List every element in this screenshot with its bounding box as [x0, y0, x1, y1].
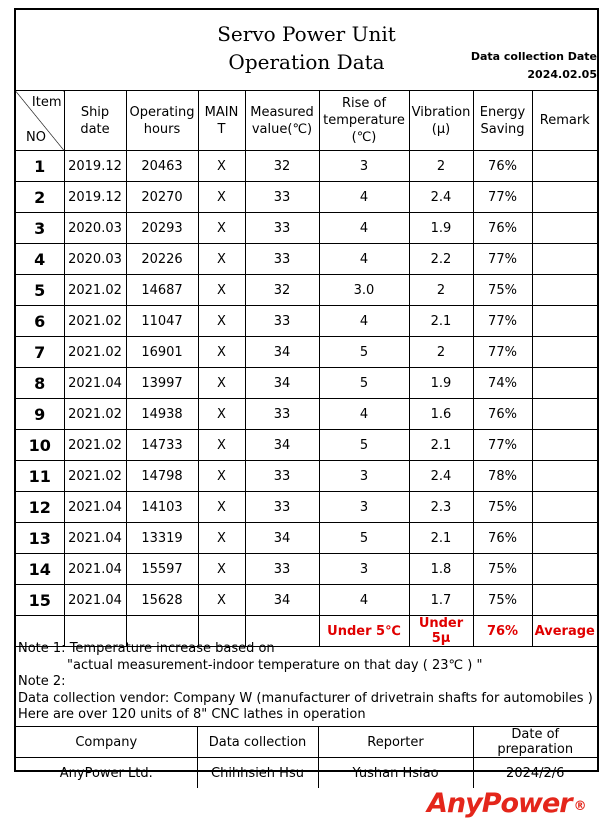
row-main-t: X: [198, 554, 245, 585]
row-main-t: X: [198, 182, 245, 213]
row-measured-value: 34: [245, 523, 319, 554]
row-operating-hours: 13319: [126, 523, 198, 554]
row-rise-temperature: 4: [319, 213, 409, 244]
row-energy-saving: 76%: [473, 399, 532, 430]
notes-section: [16, 641, 597, 726]
row-no: 1: [16, 151, 64, 182]
row-rise-temperature: 3.0: [319, 275, 409, 306]
header-row: [16, 91, 597, 151]
row-energy-saving: 77%: [473, 182, 532, 213]
row-vibration: 1.8: [409, 554, 473, 585]
row-remark: [532, 461, 597, 492]
row-remark: [532, 523, 597, 554]
note-2-vendor: Data collection vendor: Company W (manufacturer of drivetrain shafts for automobiles ): [18, 690, 593, 706]
row-operating-hours: 14938: [126, 399, 198, 430]
row-operating-hours: 11047: [126, 306, 198, 337]
measured-value-header: Measured value(℃): [245, 91, 319, 151]
row-main-t: X: [198, 213, 245, 244]
row-rise-temperature: 4: [319, 399, 409, 430]
row-ship-date: 2019.12: [64, 182, 126, 213]
table-row: [16, 213, 597, 244]
row-main-t: X: [198, 368, 245, 399]
row-operating-hours: 20463: [126, 151, 198, 182]
row-main-t: X: [198, 337, 245, 368]
rise-temperature-header: Rise of temperature (℃): [319, 91, 409, 151]
row-rise-temperature: 4: [319, 244, 409, 275]
row-main-t: X: [198, 151, 245, 182]
row-ship-date: 2020.03: [64, 213, 126, 244]
row-ship-date: 2019.12: [64, 151, 126, 182]
row-rise-temperature: 4: [319, 585, 409, 616]
vibration-header: Vibration (μ): [409, 91, 473, 151]
row-rise-temperature: 4: [319, 182, 409, 213]
row-ship-date: 2021.04: [64, 523, 126, 554]
table-row: [16, 306, 597, 337]
row-main-t: X: [198, 306, 245, 337]
row-measured-value: 34: [245, 430, 319, 461]
item-no-header: [16, 91, 64, 151]
row-main-t: X: [198, 399, 245, 430]
row-vibration: 1.6: [409, 399, 473, 430]
row-vibration: 1.9: [409, 368, 473, 399]
item-header: Item: [31, 95, 62, 110]
row-no: 3: [16, 213, 64, 244]
row-rise-temperature: 3: [319, 461, 409, 492]
row-ship-date: 2021.02: [64, 275, 126, 306]
anypower-logo: [427, 788, 586, 819]
row-ship-date: 2021.02: [64, 337, 126, 368]
row-vibration: 2.3: [409, 492, 473, 523]
table-row: [16, 554, 597, 585]
row-no: 6: [16, 306, 64, 337]
row-operating-hours: 20293: [126, 213, 198, 244]
row-remark: [532, 213, 597, 244]
row-vibration: 1.7: [409, 585, 473, 616]
reporter-value: Yushan Hsiao: [318, 758, 473, 789]
collection-date-label: Data collection Date: [470, 50, 597, 63]
row-ship-date: 2021.02: [64, 461, 126, 492]
row-remark: [532, 306, 597, 337]
row-remark: [532, 554, 597, 585]
row-energy-saving: 75%: [473, 554, 532, 585]
row-vibration: 2.2: [409, 244, 473, 275]
summary-rise: Under 5℃: [319, 616, 409, 647]
row-main-t: X: [198, 275, 245, 306]
row-main-t: X: [198, 244, 245, 275]
row-measured-value: 33: [245, 182, 319, 213]
row-energy-saving: 75%: [473, 275, 532, 306]
footer-table: [16, 726, 597, 788]
row-vibration: 2.4: [409, 182, 473, 213]
row-measured-value: 33: [245, 492, 319, 523]
table-row: [16, 430, 597, 461]
row-energy-saving: 76%: [473, 151, 532, 182]
collection-date-value: 2024.02.05: [527, 68, 597, 81]
row-measured-value: 34: [245, 368, 319, 399]
table-row: [16, 151, 597, 182]
row-energy-saving: 76%: [473, 213, 532, 244]
row-operating-hours: 13997: [126, 368, 198, 399]
summary-vibration: Under 5μ: [409, 616, 473, 647]
table-row: [16, 461, 597, 492]
row-vibration: 2.1: [409, 523, 473, 554]
company-label: Company: [16, 727, 197, 758]
row-no: 2: [16, 182, 64, 213]
table-row: [16, 492, 597, 523]
row-operating-hours: 14798: [126, 461, 198, 492]
footer-value-row: [16, 758, 597, 789]
ship-date-header: Ship date: [64, 91, 126, 151]
row-measured-value: 34: [245, 585, 319, 616]
row-energy-saving: 75%: [473, 585, 532, 616]
row-remark: [532, 399, 597, 430]
remark-header: Remark: [532, 91, 597, 151]
row-ship-date: 2021.04: [64, 554, 126, 585]
summary-remark: Average: [532, 616, 597, 647]
row-ship-date: 2021.02: [64, 399, 126, 430]
energy-saving-header: Energy Saving: [473, 91, 532, 151]
row-vibration: 2: [409, 151, 473, 182]
title-line-1: Servo Power Unit: [217, 22, 396, 46]
row-measured-value: 34: [245, 337, 319, 368]
date-of-preparation-value: 2024/2/6: [473, 758, 597, 789]
row-remark: [532, 337, 597, 368]
row-no: 5: [16, 275, 64, 306]
note-1-detail: "actual measurement-indoor temperature on that day ( 23℃ ) ": [67, 657, 483, 673]
row-remark: [532, 368, 597, 399]
row-ship-date: 2021.04: [64, 585, 126, 616]
row-remark: [532, 244, 597, 275]
row-no: 15: [16, 585, 64, 616]
row-operating-hours: 20226: [126, 244, 198, 275]
row-no: 12: [16, 492, 64, 523]
row-measured-value: 33: [245, 306, 319, 337]
row-energy-saving: 75%: [473, 492, 532, 523]
row-energy-saving: 77%: [473, 244, 532, 275]
row-no: 9: [16, 399, 64, 430]
registered-mark: ®: [573, 799, 586, 814]
company-value: AnyPower Ltd.: [16, 758, 197, 789]
table-row: [16, 585, 597, 616]
row-energy-saving: 74%: [473, 368, 532, 399]
row-no: 10: [16, 430, 64, 461]
no-header: NO: [26, 130, 46, 145]
row-operating-hours: 14687: [126, 275, 198, 306]
row-measured-value: 33: [245, 213, 319, 244]
note-2: Note 2:: [18, 674, 66, 689]
row-remark: [532, 585, 597, 616]
row-main-t: X: [198, 461, 245, 492]
table-row: [16, 523, 597, 554]
row-operating-hours: 15628: [126, 585, 198, 616]
row-main-t: X: [198, 430, 245, 461]
row-rise-temperature: 5: [319, 523, 409, 554]
row-remark: [532, 275, 597, 306]
row-remark: [532, 151, 597, 182]
row-ship-date: 2021.04: [64, 368, 126, 399]
operating-hours-header: Operating hours: [126, 91, 198, 151]
row-remark: [532, 492, 597, 523]
row-main-t: X: [198, 492, 245, 523]
table-row: [16, 368, 597, 399]
row-measured-value: 33: [245, 554, 319, 585]
note-2-lathes: Here are over 120 units of 8" CNC lathes in operation: [18, 707, 366, 722]
row-no: 11: [16, 461, 64, 492]
reporter-label: Reporter: [318, 727, 473, 758]
note-1: Note 1: Temperature increase based on: [18, 641, 275, 656]
row-operating-hours: 14733: [126, 430, 198, 461]
row-main-t: X: [198, 523, 245, 554]
row-rise-temperature: 3: [319, 492, 409, 523]
row-vibration: 2: [409, 275, 473, 306]
row-vibration: 2.1: [409, 306, 473, 337]
data-collection-label: Data collection: [197, 727, 318, 758]
table-row: [16, 399, 597, 430]
main-t-header: MAIN T: [198, 91, 245, 151]
table-row: [16, 275, 597, 306]
row-measured-value: 33: [245, 399, 319, 430]
row-vibration: 1.9: [409, 213, 473, 244]
row-vibration: 2.1: [409, 430, 473, 461]
row-operating-hours: 15597: [126, 554, 198, 585]
row-main-t: X: [198, 585, 245, 616]
row-rise-temperature: 5: [319, 337, 409, 368]
row-no: 14: [16, 554, 64, 585]
document-title: [16, 20, 597, 76]
row-operating-hours: 14103: [126, 492, 198, 523]
row-no: 8: [16, 368, 64, 399]
table-row: [16, 244, 597, 275]
row-no: 7: [16, 337, 64, 368]
row-operating-hours: 20270: [126, 182, 198, 213]
row-energy-saving: 78%: [473, 461, 532, 492]
row-ship-date: 2021.02: [64, 430, 126, 461]
row-no: 4: [16, 244, 64, 275]
row-ship-date: 2021.02: [64, 306, 126, 337]
row-ship-date: 2021.04: [64, 492, 126, 523]
row-rise-temperature: 5: [319, 368, 409, 399]
operation-data-table: [16, 90, 597, 647]
row-remark: [532, 182, 597, 213]
row-vibration: 2.4: [409, 461, 473, 492]
row-measured-value: 32: [245, 275, 319, 306]
row-measured-value: 33: [245, 461, 319, 492]
footer-header-row: [16, 727, 597, 758]
row-vibration: 2: [409, 337, 473, 368]
row-rise-temperature: 5: [319, 430, 409, 461]
row-rise-temperature: 4: [319, 306, 409, 337]
logo-text: AnyPower: [427, 788, 572, 819]
row-ship-date: 2020.03: [64, 244, 126, 275]
row-rise-temperature: 3: [319, 151, 409, 182]
table-row: [16, 337, 597, 368]
table-row: [16, 182, 597, 213]
title-line-2: Operation Data: [228, 50, 385, 74]
row-rise-temperature: 3: [319, 554, 409, 585]
row-measured-value: 33: [245, 244, 319, 275]
row-energy-saving: 77%: [473, 337, 532, 368]
row-energy-saving: 77%: [473, 430, 532, 461]
date-of-preparation-label: Date of preparation: [473, 727, 597, 758]
row-energy-saving: 76%: [473, 523, 532, 554]
row-remark: [532, 430, 597, 461]
document-frame: [14, 8, 599, 781]
summary-energy: 76%: [473, 616, 532, 647]
row-operating-hours: 16901: [126, 337, 198, 368]
row-energy-saving: 77%: [473, 306, 532, 337]
data-collection-value: Chihhsieh Hsu: [197, 758, 318, 789]
row-measured-value: 32: [245, 151, 319, 182]
row-no: 13: [16, 523, 64, 554]
